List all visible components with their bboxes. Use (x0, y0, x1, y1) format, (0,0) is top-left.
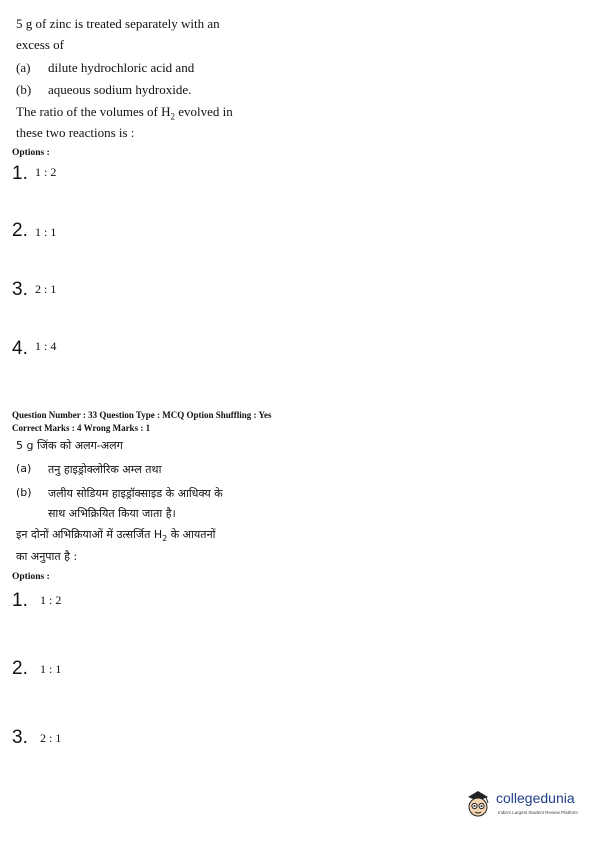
logo-tagline: India's Largest Student Review Platform (498, 810, 578, 815)
option-number: 4. (12, 338, 28, 359)
question-ratio-line (16, 104, 233, 125)
option-b-label: (b) (16, 82, 32, 97)
question-ratio-line (16, 527, 216, 543)
options-heading: Options : (12, 572, 50, 582)
mascot-icon (462, 787, 494, 821)
option-a-text: dilute hydrochloric acid and (48, 60, 195, 75)
option-b-label: (b) (16, 486, 32, 499)
collegedunia-logo (462, 785, 587, 825)
question-line: excess of (16, 37, 65, 52)
option-value: 1 : 1 (40, 662, 62, 676)
options-heading: Options : (12, 148, 50, 158)
question-marks: Correct Marks : 4 Wrong Marks : 1 (12, 423, 151, 433)
option-value: 1 : 2 (40, 593, 62, 607)
option-number: 3. (12, 727, 28, 748)
question-line: 5 g of zinc is treated separately with an (16, 16, 220, 31)
option-value: 2 : 1 (40, 731, 62, 745)
option-value: 1 : 1 (35, 225, 57, 239)
option-a-label: (a) (16, 462, 32, 475)
ratio-text: इन दोनों अभिक्रियाओं में उत्सर्जित H (16, 528, 163, 541)
question-line: का अनुपात है : (16, 550, 78, 563)
option-b-text-cont: साथ अभिक्रियित किया जाता है। (48, 507, 176, 520)
option-a-label: (a) (16, 60, 31, 75)
option-value: 1 : 2 (35, 165, 57, 179)
subscript: 2 (162, 534, 168, 544)
ratio-text: The ratio of the volumes of H (16, 104, 171, 119)
option-a-text: तनु हाइड्रोक्लोरिक अम्ल तथा (48, 463, 162, 476)
option-number: 2. (12, 220, 28, 241)
ratio-text-end: के आयतनों (167, 528, 216, 541)
option-number: 2. (12, 658, 28, 679)
option-value: 1 : 4 (35, 339, 57, 353)
option-b-text: aqueous sodium hydroxide. (48, 82, 192, 97)
question-meta: Question Number : 33 Question Type : MCQ Option Shuffling : Yes (12, 410, 272, 420)
logo-name: collegedunia (496, 790, 575, 806)
subscript: 2 (170, 111, 176, 122)
option-number: 1. (12, 590, 28, 611)
option-b-text: जलीय सोडियम हाइड्रॉक्साइड के आधिक्य के (48, 487, 223, 500)
ratio-text-end: evolved in (175, 104, 233, 119)
option-number: 3. (12, 279, 28, 300)
option-value: 2 : 1 (35, 282, 57, 296)
question-line: these two reactions is : (16, 125, 135, 140)
question-line: 5 g जिंक को अलग-अलग (16, 439, 123, 452)
option-number: 1. (12, 163, 28, 184)
